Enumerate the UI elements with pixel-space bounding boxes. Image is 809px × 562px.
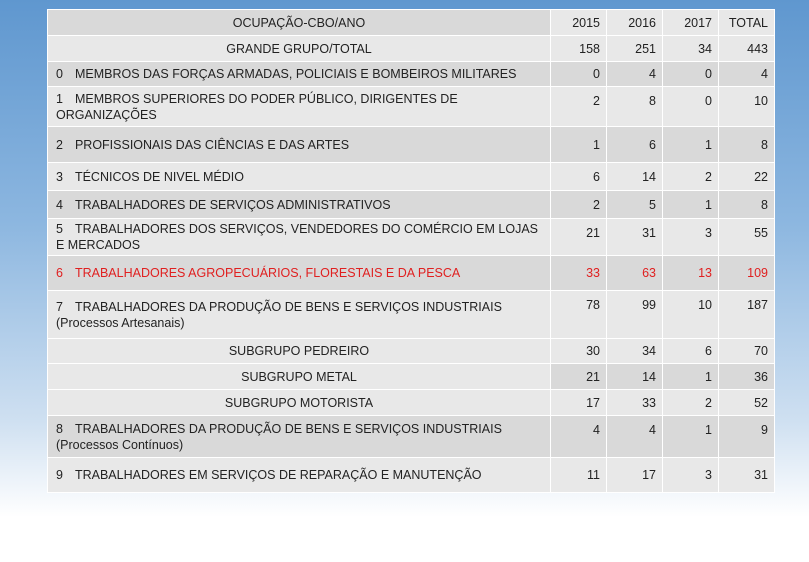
row-value: 1 [663, 191, 719, 219]
row-label [48, 87, 551, 127]
row-label [48, 191, 551, 219]
row-label [48, 339, 551, 364]
header-2017: 2017 [663, 10, 719, 36]
row-value: 55 [719, 219, 775, 256]
row-code: 6 [56, 266, 63, 280]
row-value: 31 [719, 458, 775, 493]
row-label-text: MEMBROS DAS FORÇAS ARMADAS, POLICIAIS E BOMBEIROS MILITARES [74, 67, 517, 81]
table-row [48, 416, 775, 458]
row-label-text: TRABALHADORES DA PRODUÇÃO DE BENS E SERVIÇOS INDUSTRIAIS (Processos Contínuos) [56, 421, 502, 452]
row-value: 63 [607, 256, 663, 291]
row-label [48, 364, 551, 390]
row-value: 109 [719, 256, 775, 291]
row-label [48, 36, 551, 62]
row-code: 0 [56, 67, 63, 81]
row-value: 52 [719, 390, 775, 416]
row-label-text: TÉCNICOS DE NIVEL MÉDIO [74, 169, 244, 184]
row-value: 70 [719, 339, 775, 364]
header-occupation: OCUPAÇÃO-CBO/ANO [48, 10, 551, 36]
row-value: 33 [607, 390, 663, 416]
row-value: 10 [719, 87, 775, 127]
row-value: 5 [607, 191, 663, 219]
table-row [48, 163, 775, 191]
row-label [48, 219, 551, 256]
row-value: 158 [551, 36, 607, 62]
row-code: 8 [56, 421, 63, 436]
row-value: 22 [719, 163, 775, 191]
table-row [48, 458, 775, 493]
table-row [48, 127, 775, 163]
row-value: 8 [607, 87, 663, 127]
table-row [48, 390, 775, 416]
row-value: 4 [551, 416, 607, 458]
row-value: 14 [607, 163, 663, 191]
row-value: 1 [663, 416, 719, 458]
row-value: 0 [551, 62, 607, 87]
table-row [48, 87, 775, 127]
row-value: 0 [663, 62, 719, 87]
row-code: 4 [56, 197, 63, 212]
row-code: 5 [56, 222, 63, 236]
row-value: 17 [607, 458, 663, 493]
row-label [48, 163, 551, 191]
row-value: 4 [719, 62, 775, 87]
row-label-text: TRABALHADORES AGROPECUÁRIOS, FLORESTAIS E DA PESCA [74, 266, 461, 280]
row-value: 187 [719, 291, 775, 339]
row-value: 36 [719, 364, 775, 390]
row-label-text: SUBGRUPO PEDREIRO [228, 344, 370, 358]
row-label-text: PROFISSIONAIS DAS CIÊNCIAS E DAS ARTES [74, 137, 350, 152]
table-row [48, 339, 775, 364]
row-value: 10 [663, 291, 719, 339]
row-label [48, 291, 551, 339]
table-row [48, 364, 775, 390]
row-value: 78 [551, 291, 607, 339]
table-row [48, 36, 775, 62]
row-value: 251 [607, 36, 663, 62]
row-code: 3 [56, 169, 63, 184]
row-label [48, 416, 551, 458]
row-value: 2 [663, 163, 719, 191]
row-value: 6 [663, 339, 719, 364]
occupation-table [47, 9, 775, 493]
row-value: 34 [607, 339, 663, 364]
row-label-text: GRANDE GRUPO/TOTAL [226, 41, 372, 56]
row-label-text: SUBGRUPO METAL [241, 369, 357, 384]
row-label-text: MEMBROS SUPERIORES DO PODER PÚBLICO, DIRIGENTES DE ORGANIZAÇÕES [56, 91, 458, 122]
row-label [48, 62, 551, 87]
row-value: 2 [551, 191, 607, 219]
row-value: 30 [551, 339, 607, 364]
header-2015: 2015 [551, 10, 607, 36]
header-2016: 2016 [607, 10, 663, 36]
row-value: 1 [551, 127, 607, 163]
row-code: 1 [56, 91, 63, 106]
table-row [48, 62, 775, 87]
row-value: 0 [663, 87, 719, 127]
table-row [48, 191, 775, 219]
row-value: 9 [719, 416, 775, 458]
table-row [48, 256, 775, 291]
row-value: 31 [607, 219, 663, 256]
row-label [48, 127, 551, 163]
row-value: 99 [607, 291, 663, 339]
row-value: 11 [551, 458, 607, 493]
row-value: 17 [551, 390, 607, 416]
row-value: 4 [607, 62, 663, 87]
row-label-text: TRABALHADORES DA PRODUÇÃO DE BENS E SERVIÇOS INDUSTRIAIS (Processos Artesanais) [56, 299, 502, 330]
row-value: 3 [663, 219, 719, 256]
row-value: 4 [607, 416, 663, 458]
row-value: 6 [551, 163, 607, 191]
row-label-text: TRABALHADORES EM SERVIÇOS DE REPARAÇÃO E MANUTENÇÃO [74, 468, 482, 482]
row-value: 21 [551, 364, 607, 390]
row-label [48, 458, 551, 493]
row-code: 9 [56, 468, 63, 482]
row-value: 33 [551, 256, 607, 291]
row-value: 13 [663, 256, 719, 291]
row-label [48, 256, 551, 291]
table-row [48, 219, 775, 256]
row-value: 1 [663, 364, 719, 390]
row-value: 34 [663, 36, 719, 62]
header-total: TOTAL [719, 10, 775, 36]
row-value: 8 [719, 191, 775, 219]
row-code: 7 [56, 299, 63, 314]
row-value: 2 [551, 87, 607, 127]
row-value: 3 [663, 458, 719, 493]
row-code: 2 [56, 137, 63, 152]
row-value: 1 [663, 127, 719, 163]
row-label-text: TRABALHADORES DE SERVIÇOS ADMINISTRATIVOS [74, 197, 391, 212]
table-row [48, 291, 775, 339]
row-value: 8 [719, 127, 775, 163]
row-value: 2 [663, 390, 719, 416]
row-value: 21 [551, 219, 607, 256]
row-value: 14 [607, 364, 663, 390]
row-value: 443 [719, 36, 775, 62]
row-label-text: SUBGRUPO MOTORISTA [224, 395, 374, 410]
row-label [48, 390, 551, 416]
table-header-row [48, 10, 775, 36]
row-value: 6 [607, 127, 663, 163]
row-label-text: TRABALHADORES DOS SERVIÇOS, VENDEDORES DO COMÉRCIO EM LOJAS E MERCADOS [56, 222, 539, 252]
